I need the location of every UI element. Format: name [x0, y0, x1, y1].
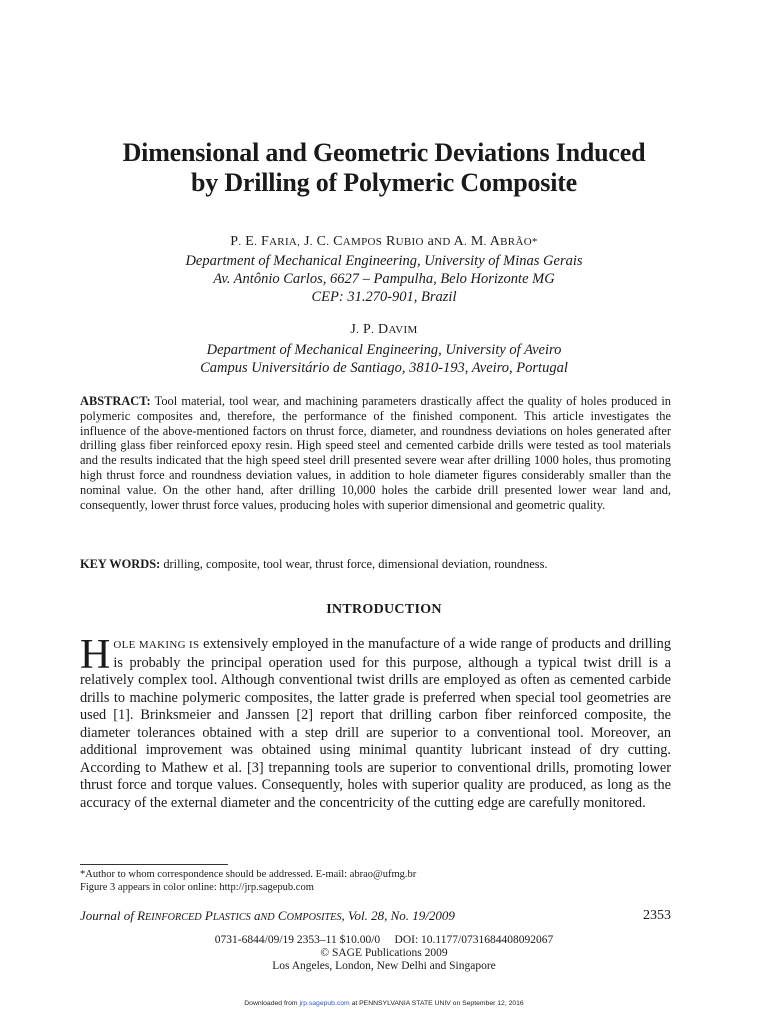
keywords-text: drilling, composite, tool wear, thrust force, dimensional deviation, roundness.	[163, 557, 548, 571]
journal-name-prefix: Journal of	[80, 908, 138, 923]
footnotes	[80, 869, 680, 894]
footnote-correspondence: *Author to whom correspondence should be addressed. E-mail: abrao@ufmg.br	[80, 869, 417, 880]
lead-in-words: OLE MAKING IS	[113, 639, 200, 651]
page-number: 2353	[643, 908, 671, 923]
abstract	[80, 394, 671, 512]
journal-name: REINFORCED PLASTICS aND COMPOSITES	[137, 908, 342, 923]
abstract-label: ABSTRACT:	[80, 394, 151, 408]
title-line-1: Dimensional and Geometric Deviations Induced	[122, 138, 646, 167]
download-link[interactable]: jrp.sagepub.com	[299, 1000, 350, 1007]
affiliation-1-line-1: Department of Mechanical Engineering, University of Minas Gerais	[185, 253, 583, 269]
journal-citation	[80, 908, 671, 926]
drop-cap: H	[80, 632, 111, 678]
download-prefix: Downloaded from	[244, 1000, 300, 1007]
introduction-text: extensively employed in the manufacture of a wide range of products and drilling is probably the principal operation used for this purpose, although a typical twist drill is a relatively complex tool. Although conventional twist drills are employed as often as cemented carbide drills to machine polymeric composites, the latter grade is preferred when special tool geometries are used [1]. Brinksmeier and Janssen [2] report that drilling carbon fiber reinforced composite, the diameter tolerances obtained with a step drill are superior to a conventional tool. Moreover, an additional improvement was obtained using minimal quantity lubricant instead of dry cutting. According to Mathew et al. [3] trepanning tools are superior to conventional drills, promoting lower thrust force and torque values. Consequently, holes with superior quality are produced, as long as the accuracy of the external diameter and the concentricity of the cutting edge are carefully monitored.	[80, 636, 671, 811]
download-suffix: at PENNSYLVANIA STATE UNIV on September 12, 2016	[349, 1000, 524, 1007]
affiliation-2	[0, 341, 768, 377]
footnote-figure-color: Figure 3 appears in color online: http://jrp.sagepub.com	[80, 881, 314, 893]
affiliation-2-line-2: Campus Universitário de Santiago, 3810-193, Aveiro, Portugal	[200, 360, 568, 376]
section-heading-introduction: INTRODUCTION	[326, 602, 442, 617]
journal-volume: , Vol. 28, No. 19/2009	[341, 908, 455, 923]
title-line-2: by Drilling of Polymeric Composite	[190, 168, 578, 197]
keywords-label: KEY WORDS:	[80, 557, 161, 571]
paper-title	[0, 138, 768, 198]
publication-info	[0, 934, 768, 973]
download-note	[0, 1000, 768, 1007]
affiliation-1-line-3: CEP: 31.270-901, Brazil	[311, 289, 457, 305]
abstract-text: Tool material, tool wear, and machining parameters drastically affect the quality of holes produced in polymeric composites and, therefore, the performance of the finished component. This article investigates the influence of the above-mentioned factors on thrust force, diameter, and roundness deviations on holes generated after drilling glass fiber reinforced epoxy resin. High speed steel and cemented carbide drills were tested as tool materials and the results indicated that the high speed steel drill presented severe wear after drilling 1000 holes, thus promoting high thrust force and roundness deviation values, in addition to hole diameter figures considerably smaller than the nominal value. On the other hand, after drilling 10,000 holes the carbide drill presented lower wear land and, consequently, lower thrust force values, producing holes with superior dimensional and geometric quality.	[80, 394, 672, 512]
publication-locations: Los Angeles, London, New Delhi and Singapore	[272, 960, 496, 972]
keywords	[80, 557, 680, 572]
author-list-1: P. E. FARIA, J. C. CAMPOS RUBIO aND A. M. ABRÃO*	[230, 234, 538, 249]
publication-doi-line: 0731-6844/09/19 2353–11 $10.00/0 DOI: 10.1177/0731684408092067	[214, 934, 554, 946]
author-list-2: J. P. DAVIM	[350, 322, 418, 337]
affiliation-1	[0, 252, 768, 306]
publication-copyright: © SAGE Publications 2009	[320, 947, 448, 959]
introduction-paragraph	[80, 632, 671, 812]
affiliation-1-line-2: Av. Antônio Carlos, 6627 – Pampulha, Belo Horizonte MG	[213, 271, 555, 287]
footnote-divider	[80, 864, 228, 865]
affiliation-2-line-1: Department of Mechanical Engineering, University of Aveiro	[206, 342, 562, 358]
